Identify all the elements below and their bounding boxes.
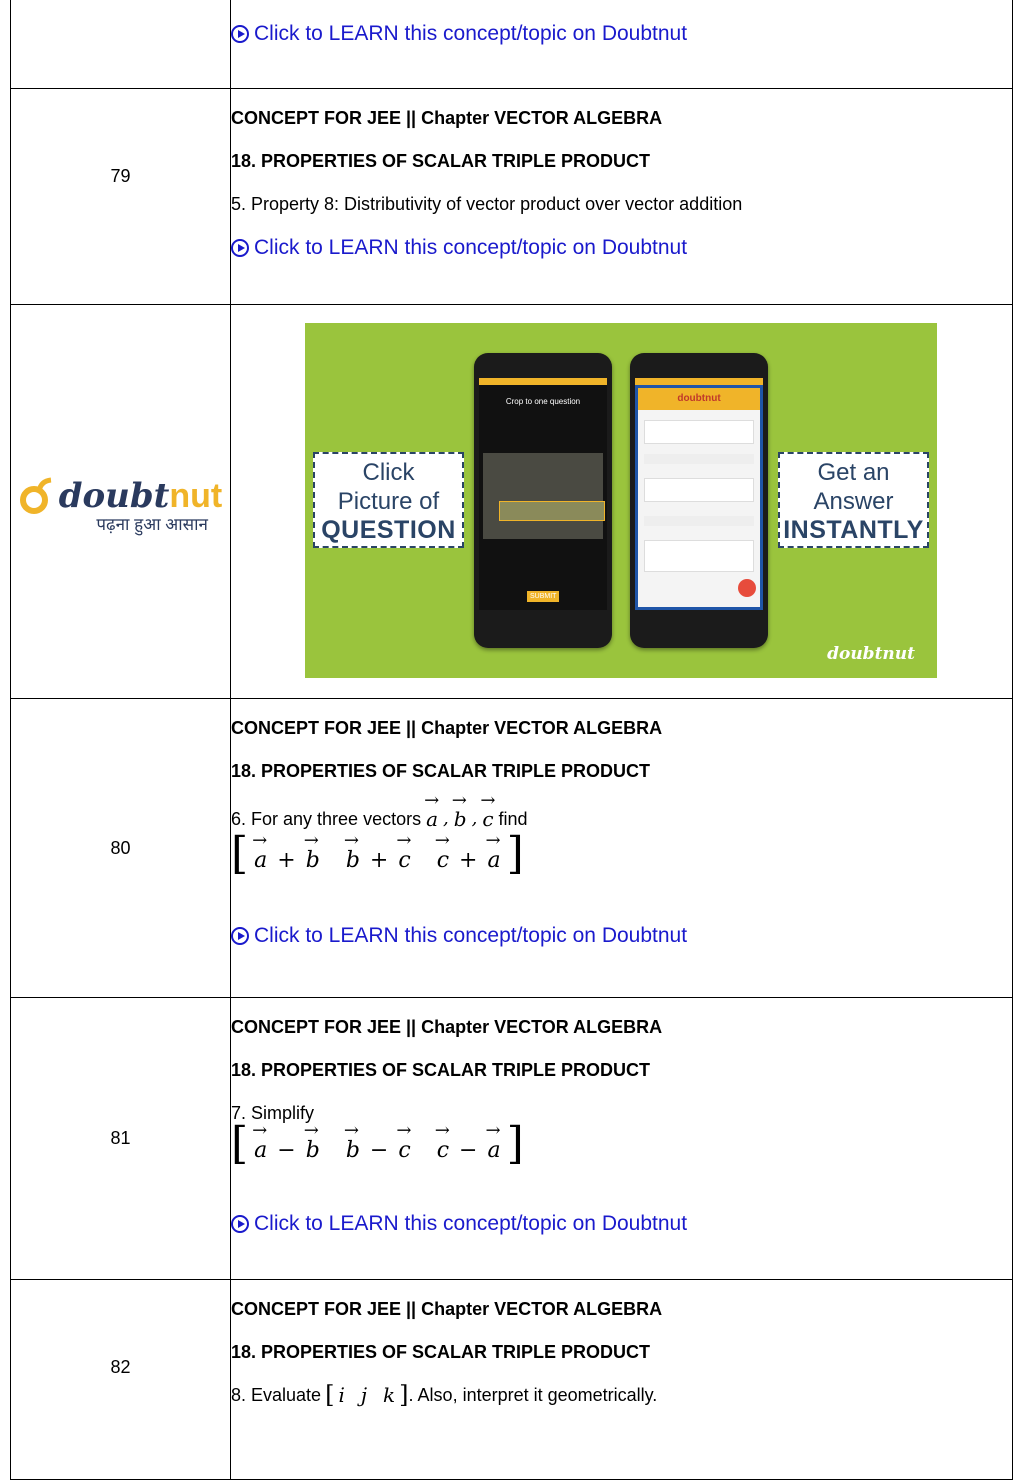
- doubtnut-mark-icon: [19, 477, 53, 515]
- question-text: 5. Property 8: Distributivity of vector product over vector addition: [231, 194, 743, 214]
- math-expression: [ → a − → b → b − → c → c − → a ]: [231, 1118, 1012, 1169]
- question-text: 6. For any three vectors → a , → b , → c find: [231, 794, 1012, 830]
- play-circle-icon: [231, 239, 249, 257]
- row-number: 81: [11, 998, 231, 1280]
- section-title: 18. PROPERTIES OF SCALAR TRIPLE PRODUCT: [231, 1342, 651, 1362]
- phone-answer-mockup: doubtnut: [630, 353, 768, 648]
- table-row: [11, 0, 1013, 89]
- concept-title: CONCEPT FOR JEE || Chapter VECTOR ALGEBRA: [231, 1017, 663, 1037]
- logo-tagline: पढ़ना हुआ आसान: [96, 515, 208, 534]
- play-circle-icon: [231, 927, 249, 945]
- table-row: [11, 998, 1013, 1280]
- section-title: 18. PROPERTIES OF SCALAR TRIPLE PRODUCT: [231, 761, 651, 781]
- logo-cell: [11, 305, 231, 699]
- row-number: 82: [11, 1280, 231, 1480]
- section-title: 18. PROPERTIES OF SCALAR TRIPLE PRODUCT: [231, 151, 651, 171]
- row-number: 79: [11, 89, 231, 305]
- table-row: [11, 305, 1013, 699]
- table-row: [11, 699, 1013, 998]
- learn-link[interactable]: Click to LEARN this concept/topic on Doubtnut: [231, 235, 1012, 261]
- learn-link[interactable]: Click to LEARN this concept/topic on Doubtnut: [231, 1211, 1012, 1237]
- table-row: [11, 89, 1013, 305]
- math-expression: [ → a + → b → b + → c → c + → a ]: [231, 828, 1012, 879]
- get-answer-card: Get an Answer INSTANTLY: [778, 452, 929, 548]
- banner-brand-mark: doubtnut: [827, 644, 915, 664]
- concept-title: CONCEPT FOR JEE || Chapter VECTOR ALGEBRA: [231, 718, 663, 738]
- question-table: [10, 0, 1013, 1480]
- play-circle-icon: [231, 25, 249, 43]
- table-row: [11, 1280, 1013, 1480]
- play-circle-icon: [231, 1215, 249, 1233]
- concept-title: CONCEPT FOR JEE || Chapter VECTOR ALGEBRA: [231, 108, 663, 128]
- doubtnut-logo: doubt nut: [11, 476, 230, 516]
- doubtnut-ad-banner[interactable]: [305, 323, 937, 678]
- phone-camera-mockup: Crop to one question SUBMIT: [474, 353, 612, 648]
- click-picture-card: Click Picture of QUESTION: [313, 452, 464, 548]
- learn-link[interactable]: Click to LEARN this concept/topic on Doubtnut: [231, 923, 1012, 949]
- question-text: 8. Evaluate [ i j k ] . Also, interpret it geometrically.: [231, 1381, 658, 1409]
- row-number: 80: [11, 699, 231, 998]
- section-title: 18. PROPERTIES OF SCALAR TRIPLE PRODUCT: [231, 1060, 651, 1080]
- learn-link[interactable]: Click to LEARN this concept/topic on Doubtnut: [231, 21, 1012, 47]
- concept-title: CONCEPT FOR JEE || Chapter VECTOR ALGEBRA: [231, 1299, 663, 1319]
- question-text: 7. Simplify: [231, 1103, 315, 1123]
